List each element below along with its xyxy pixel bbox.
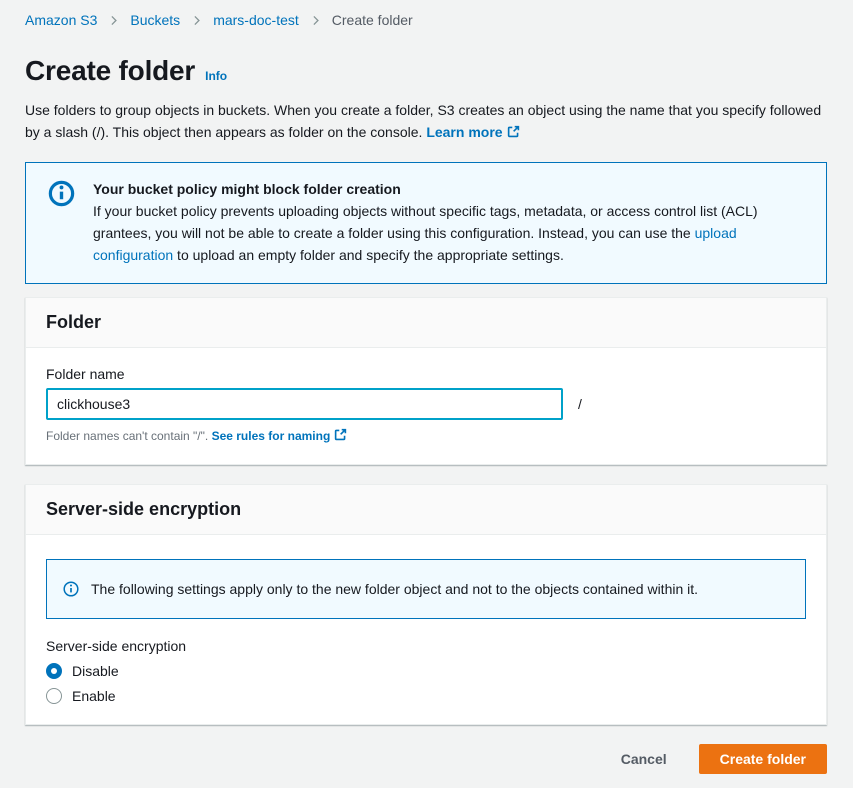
folder-section-header	[26, 298, 826, 348]
encryption-section	[25, 484, 827, 725]
external-link-icon	[334, 428, 347, 444]
encryption-section-title: Server-side encryption	[46, 499, 242, 519]
upload-configuration-link[interactable]: upload configuration	[93, 225, 737, 263]
alert-content	[93, 178, 806, 266]
bucket-policy-alert	[25, 162, 827, 284]
radio-label-enable: Enable	[72, 688, 116, 704]
learn-more-link[interactable]	[426, 124, 519, 140]
alert-body-text-2: to upload an empty folder and specify the appropriate settings.	[173, 247, 564, 263]
intro-paragraph	[25, 99, 827, 144]
info-link[interactable]: Info	[205, 69, 228, 83]
naming-rules-link[interactable]	[212, 429, 348, 443]
naming-rules-label: See rules for naming	[211, 429, 331, 443]
create-folder-button[interactable]: Create folder	[699, 744, 827, 774]
page-title: Create folder	[25, 55, 196, 86]
chevron-right-icon	[107, 14, 120, 27]
page-title-row	[25, 55, 827, 87]
alert-body	[93, 200, 806, 266]
form-actions	[25, 744, 827, 774]
info-circle-icon	[48, 180, 75, 266]
alert-body-text-1: If your bucket policy prevents uploading objects without specific tags, metadata, or access control list (ACL) grantees, you will not be able to create a folder using this configuration. Instead, you can use the	[93, 203, 758, 241]
breadcrumb-buckets[interactable]: Buckets	[130, 12, 181, 28]
cancel-button[interactable]: Cancel	[617, 745, 671, 773]
folder-name-help-text: Folder names can't contain "/".	[46, 429, 209, 443]
learn-more-label: Learn more	[426, 124, 503, 140]
intro-text: Use folders to group objects in buckets. When you create a folder, S3 creates an object using the name that you specify followed by a slash (/). This object then appears as folder on the console.	[25, 102, 822, 140]
breadcrumb-current-page: Create folder	[331, 12, 413, 28]
encryption-section-body	[26, 535, 826, 724]
breadcrumb-amazon-s3[interactable]: Amazon S3	[25, 12, 98, 28]
folder-name-label: Folder name	[46, 366, 125, 382]
radio-button-icon[interactable]	[46, 663, 62, 679]
folder-name-input[interactable]	[46, 388, 563, 420]
encryption-group-label: Server-side encryption	[46, 638, 187, 654]
radio-button-icon[interactable]	[46, 688, 62, 704]
radio-option-enable[interactable]	[46, 688, 806, 704]
info-circle-icon	[63, 581, 79, 597]
folder-section-title: Folder	[46, 312, 102, 332]
alert-title: Your bucket policy might block folder creation	[93, 181, 401, 197]
chevron-right-icon	[190, 14, 203, 27]
folder-section-body	[26, 348, 826, 464]
folder-name-input-row	[46, 388, 806, 420]
breadcrumb-bucket-name[interactable]: mars-doc-test	[213, 12, 299, 28]
radio-label-disable: Disable	[72, 663, 119, 679]
folder-name-help	[46, 428, 806, 444]
breadcrumb	[25, 12, 827, 28]
external-link-icon	[507, 122, 520, 144]
radio-option-disable[interactable]	[46, 663, 806, 679]
encryption-section-header	[26, 485, 826, 535]
folder-section	[25, 297, 827, 465]
encryption-notice-text: The following settings apply only to the new folder object and not to the objects contained within it.	[91, 581, 699, 597]
folder-name-suffix-slash: /	[578, 396, 582, 412]
chevron-right-icon	[309, 14, 322, 27]
encryption-notice	[46, 559, 806, 619]
